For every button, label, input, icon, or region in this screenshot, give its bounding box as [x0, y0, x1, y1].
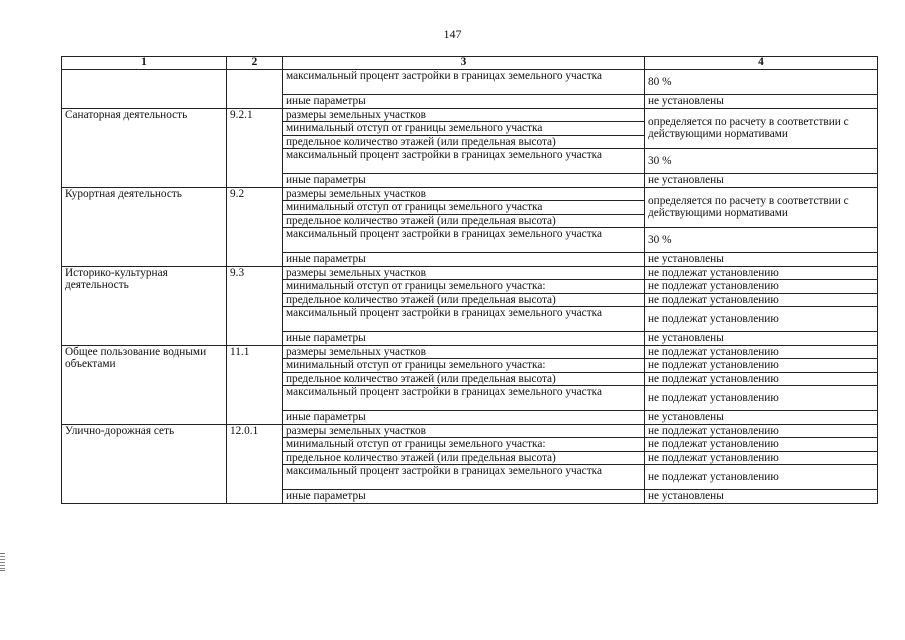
- page-number: 147: [443, 27, 462, 41]
- column-header: 3: [283, 57, 645, 70]
- parameter-cell: иные параметры: [283, 490, 645, 504]
- parameter-cell: иные параметры: [283, 174, 645, 188]
- land-use-code-cell: 11.1: [227, 345, 283, 424]
- parameter-cell: размеры земельных участков: [283, 187, 645, 201]
- table-row: [62, 108, 878, 122]
- parameter-cell: иные параметры: [283, 332, 645, 346]
- value-cell: определяется по расчету в соответствии с действующими нормативами: [645, 187, 878, 228]
- parameter-cell: минимальный отступ от границы земельного участка: [283, 201, 645, 215]
- value-cell: не подлежат установлению: [645, 293, 878, 307]
- value-cell: не установлены: [645, 490, 878, 504]
- value-cell: не установлены: [645, 174, 878, 188]
- value-cell: 30 %: [645, 149, 878, 174]
- table-row: [62, 187, 878, 201]
- table-row: [62, 345, 878, 359]
- parameter-cell: минимальный отступ от границы земельного участка:: [283, 438, 645, 452]
- parameter-cell: предельное количество этажей (или предельная высота): [283, 214, 645, 228]
- value-cell: не подлежат установлению: [645, 372, 878, 386]
- table-row: [62, 424, 878, 438]
- value-cell: не установлены: [645, 411, 878, 425]
- land-use-name-cell: Санаторная деятельность: [62, 108, 227, 187]
- parameter-cell: предельное количество этажей (или предельная высота): [283, 135, 645, 149]
- land-use-name-cell: Курортная деятельность: [62, 187, 227, 266]
- land-use-code-cell: 12.0.1: [227, 424, 283, 503]
- value-cell: 80 %: [645, 70, 878, 95]
- parameter-cell: максимальный процент застройки в границах земельного участка: [283, 465, 645, 490]
- land-use-name-cell: [62, 70, 227, 109]
- value-cell: не установлены: [645, 253, 878, 267]
- value-cell: не подлежат установлению: [645, 307, 878, 332]
- land-use-name-cell: Улично-дорожная сеть: [62, 424, 227, 503]
- column-header: 2: [227, 57, 283, 70]
- value-cell: не подлежат установлению: [645, 451, 878, 465]
- value-cell: 30 %: [645, 228, 878, 253]
- land-use-code-cell: [227, 70, 283, 109]
- parameter-cell: размеры земельных участков: [283, 266, 645, 280]
- table-row: [62, 70, 878, 95]
- parameter-cell: максимальный процент застройки в границах земельного участка: [283, 70, 645, 95]
- parameter-cell: максимальный процент застройки в границах земельного участка: [283, 307, 645, 332]
- land-use-name-cell: Общее пользование водными объектами: [62, 345, 227, 424]
- value-cell: не установлены: [645, 95, 878, 109]
- value-cell: не подлежат установлению: [645, 424, 878, 438]
- value-cell: не подлежат установлению: [645, 280, 878, 294]
- value-cell: не подлежат установлению: [645, 266, 878, 280]
- column-header: 1: [62, 57, 227, 70]
- parameter-cell: размеры земельных участков: [283, 424, 645, 438]
- value-cell: не подлежат установлению: [645, 465, 878, 490]
- scan-margin-mark: [0, 553, 5, 571]
- parameter-cell: предельное количество этажей (или предельная высота): [283, 372, 645, 386]
- table-row: [62, 266, 878, 280]
- parameter-cell: иные параметры: [283, 95, 645, 109]
- column-header: 4: [645, 57, 878, 70]
- value-cell: не подлежат установлению: [645, 345, 878, 359]
- parameter-cell: максимальный процент застройки в границах земельного участка: [283, 149, 645, 174]
- land-use-name-cell: Историко-культурная деятельность: [62, 266, 227, 345]
- land-use-code-cell: 9.3: [227, 266, 283, 345]
- parameter-cell: минимальный отступ от границы земельного участка:: [283, 280, 645, 294]
- value-cell: не подлежат установлению: [645, 438, 878, 452]
- parameter-cell: минимальный отступ от границы земельного участка:: [283, 359, 645, 373]
- parameter-cell: иные параметры: [283, 411, 645, 425]
- zoning-parameters-table: [61, 56, 878, 504]
- parameter-cell: предельное количество этажей (или предельная высота): [283, 451, 645, 465]
- value-cell: не установлены: [645, 332, 878, 346]
- parameter-cell: иные параметры: [283, 253, 645, 267]
- parameter-cell: максимальный процент застройки в границах земельного участка: [283, 386, 645, 411]
- parameter-cell: размеры земельных участков: [283, 345, 645, 359]
- value-cell: не подлежат установлению: [645, 386, 878, 411]
- parameter-cell: предельное количество этажей (или предельная высота): [283, 293, 645, 307]
- table-header-row: [62, 57, 878, 70]
- value-cell: определяется по расчету в соответствии с действующими нормативами: [645, 108, 878, 149]
- land-use-code-cell: 9.2: [227, 187, 283, 266]
- parameter-cell: минимальный отступ от границы земельного участка: [283, 122, 645, 136]
- parameter-cell: максимальный процент застройки в границах земельного участка: [283, 228, 645, 253]
- parameter-cell: размеры земельных участков: [283, 108, 645, 122]
- value-cell: не подлежат установлению: [645, 359, 878, 373]
- land-use-code-cell: 9.2.1: [227, 108, 283, 187]
